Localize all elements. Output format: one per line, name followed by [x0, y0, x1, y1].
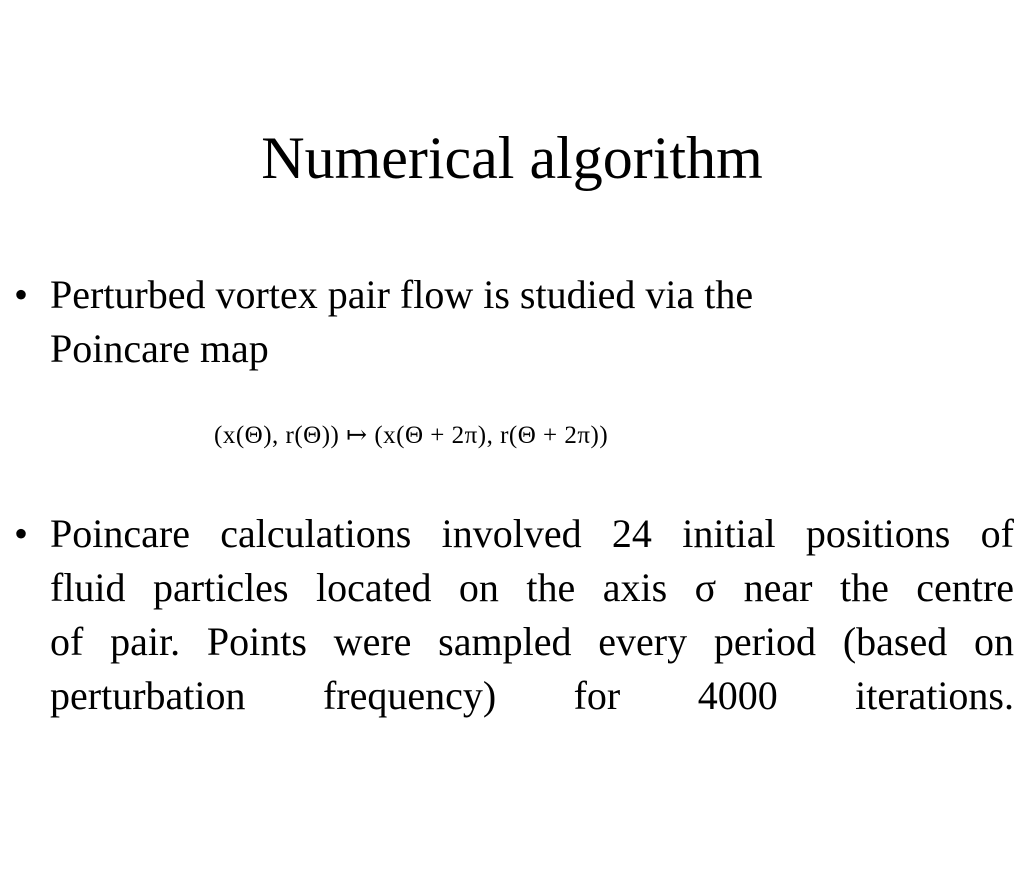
bullet-marker: • [14, 511, 29, 556]
bullet-line: perturbation frequency) for 4000 iterations. [50, 673, 1014, 718]
bullet-line: Poincare calculations involved 24 initial positions of [50, 511, 1014, 556]
bullet-marker: • [14, 272, 29, 317]
slide-title: Numerical algorithm [261, 125, 763, 191]
bullet-line: Poincare map [50, 326, 269, 371]
bullet-line: of pair. Points were sampled every period (based on [50, 619, 1014, 664]
poincare-map-formula: (x(Θ), r(Θ)) ↦ (x(Θ + 2π), r(Θ + 2π)) [214, 422, 609, 449]
bullet-line: fluid particles located on the axis σ near the centre [50, 565, 1014, 610]
bullet-text [50, 507, 1014, 723]
bullet-line: Perturbed vortex pair flow is studied via the [50, 272, 754, 317]
bullet-text [50, 268, 890, 376]
